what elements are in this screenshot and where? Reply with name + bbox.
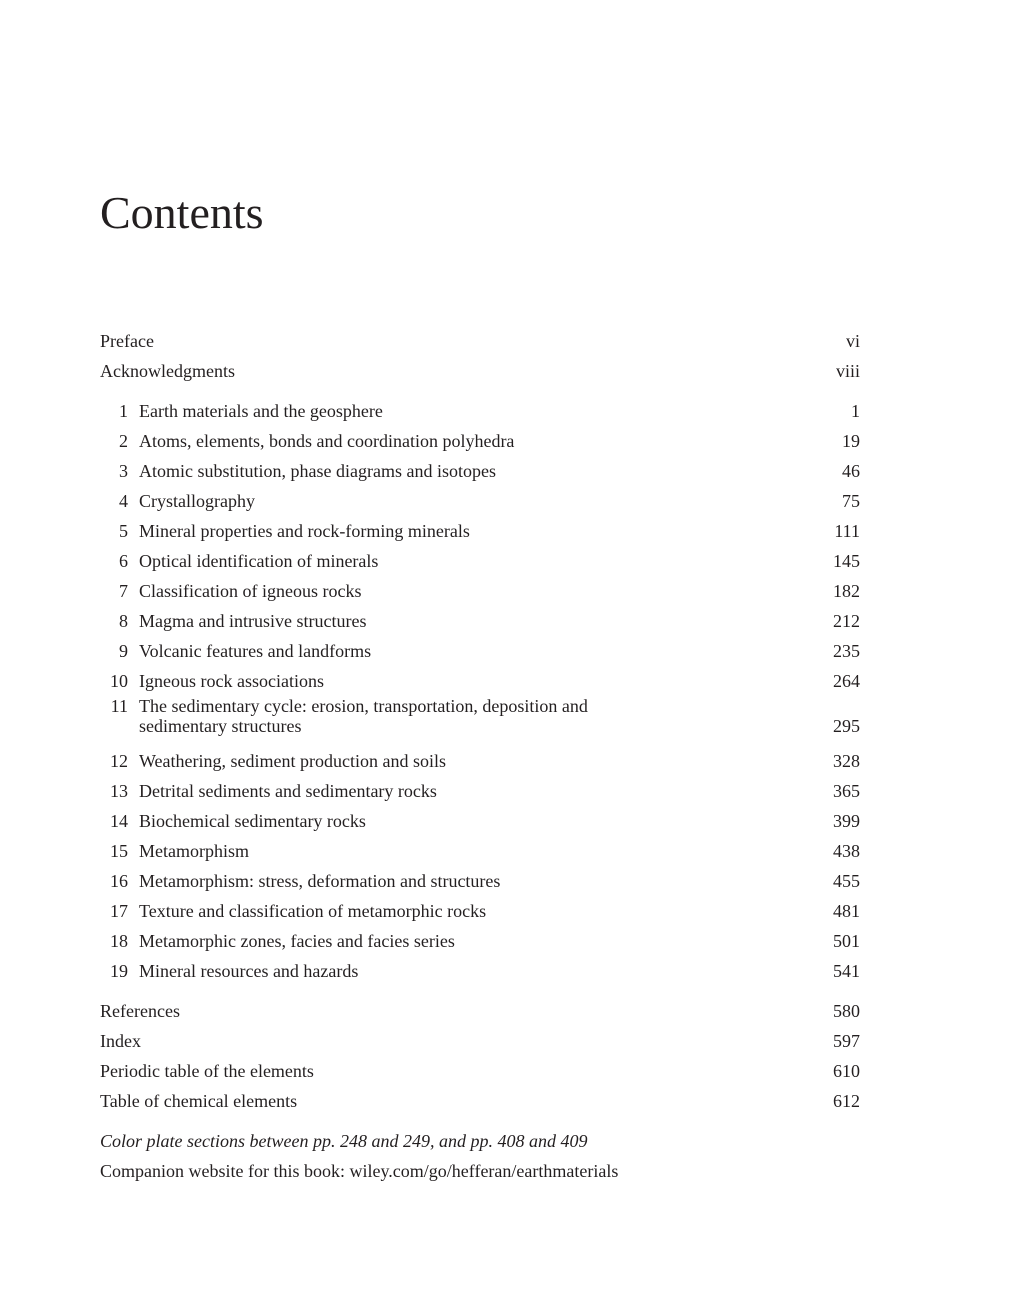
- chapter-number: 2: [119, 431, 128, 451]
- toc-entry-preface[interactable]: [100, 326, 860, 356]
- chapter-number: 1: [119, 401, 128, 421]
- contents-notes: [100, 1126, 618, 1186]
- chapter-title: Metamorphic zones, facies and facies series: [139, 931, 455, 951]
- entry-page: 612: [833, 1091, 860, 1111]
- toc-entry-chapter-10[interactable]: [100, 666, 860, 696]
- entry-title: Periodic table of the elements: [100, 1061, 314, 1081]
- toc-entry-periodic-table[interactable]: [100, 1056, 860, 1086]
- section-gap: [100, 986, 860, 996]
- toc-entry-chapter-17[interactable]: [100, 896, 860, 926]
- chapter-title: Mineral resources and hazards: [139, 961, 359, 981]
- chapter-title: Earth materials and the geosphere: [139, 401, 383, 421]
- entry-title: References: [100, 1001, 180, 1021]
- toc-entry-chapter-1[interactable]: [100, 396, 860, 426]
- chapter-title: Atomic substitution, phase diagrams and isotopes: [139, 461, 496, 481]
- toc-entry-chemical-elements[interactable]: [100, 1086, 860, 1116]
- companion-website-note: Companion website for this book: wiley.com/go/hefferan/earthmaterials: [100, 1161, 619, 1181]
- chapter-page: 75: [842, 491, 860, 511]
- chapter-number: 5: [119, 521, 128, 541]
- chapter-title: The sedimentary cycle: erosion, transportation, deposition and: [139, 696, 588, 716]
- chapter-number: 14: [110, 811, 128, 831]
- chapter-number: 10: [110, 671, 128, 691]
- chapter-number: 12: [110, 751, 128, 771]
- entry-page: viii: [835, 361, 860, 381]
- chapter-title: Weathering, sediment production and soils: [139, 751, 446, 771]
- chapter-page: 46: [842, 461, 860, 481]
- chapter-title: Metamorphism: [139, 841, 249, 861]
- entry-page: 580: [833, 1001, 860, 1021]
- toc-entry-index[interactable]: [100, 1026, 860, 1056]
- chapter-number: 7: [119, 581, 128, 601]
- chapter-page: 1: [851, 401, 860, 421]
- chapter-number: 8: [119, 611, 128, 631]
- chapter-page: 264: [833, 671, 860, 691]
- chapter-number: 16: [110, 871, 128, 891]
- chapter-page: 365: [833, 781, 860, 801]
- chapter-page: 145: [833, 551, 860, 571]
- chapter-page: 212: [833, 611, 860, 631]
- chapter-title-continued: sedimentary structures: [139, 716, 302, 736]
- toc-entry-chapter-6[interactable]: [100, 546, 860, 576]
- chapter-page: 19: [842, 431, 860, 451]
- chapter-title: Detrital sediments and sedimentary rocks: [139, 781, 437, 801]
- chapter-page: 399: [833, 811, 860, 831]
- table-of-contents: [100, 326, 860, 1116]
- chapter-title: Texture and classification of metamorphic rocks: [139, 901, 487, 921]
- toc-entry-acknowledgments[interactable]: [100, 356, 860, 386]
- chapter-title: Mineral properties and rock-forming minerals: [139, 521, 470, 541]
- toc-entry-chapter-15[interactable]: [100, 836, 860, 866]
- chapter-number: 17: [110, 901, 128, 921]
- chapter-page: 328: [833, 751, 860, 771]
- chapter-page: 438: [833, 841, 860, 861]
- entry-title: Preface: [100, 331, 154, 351]
- chapter-number: 13: [110, 781, 128, 801]
- chapter-page: 541: [833, 961, 860, 981]
- color-plates-note: Color plate sections between pp. 248 and 249, and pp. 408 and 409: [100, 1131, 588, 1151]
- chapter-page: 235: [833, 641, 860, 661]
- entry-title: Acknowledgments: [100, 361, 235, 381]
- chapter-title: Igneous rock associations: [139, 671, 324, 691]
- entry-page: 610: [833, 1061, 860, 1081]
- page-title: Contents: [100, 187, 264, 238]
- toc-entry-chapter-5[interactable]: [100, 516, 860, 546]
- toc-entry-chapter-19[interactable]: [100, 956, 860, 986]
- chapter-title-wrapper: [139, 696, 780, 736]
- chapter-number: 19: [110, 961, 128, 981]
- entry-page: vi: [845, 331, 860, 351]
- chapter-title: Magma and intrusive structures: [139, 611, 367, 631]
- toc-entry-chapter-12[interactable]: [100, 746, 860, 776]
- toc-entry-chapter-18[interactable]: [100, 926, 860, 956]
- toc-entry-chapter-7[interactable]: [100, 576, 860, 606]
- toc-entry-chapter-14[interactable]: [100, 806, 860, 836]
- chapter-title: Volcanic features and landforms: [139, 641, 372, 661]
- chapter-page: 295: [833, 716, 860, 736]
- chapter-number: 9: [119, 641, 128, 661]
- toc-entry-chapter-16[interactable]: [100, 866, 860, 896]
- chapter-page: 455: [833, 871, 860, 891]
- chapter-number: 6: [119, 551, 128, 571]
- chapter-title: Biochemical sedimentary rocks: [139, 811, 366, 831]
- toc-entry-references[interactable]: [100, 996, 860, 1026]
- entry-title: Index: [100, 1031, 141, 1051]
- chapter-page: 481: [833, 901, 860, 921]
- chapter-number: 4: [119, 491, 128, 511]
- toc-entry-chapter-9[interactable]: [100, 636, 860, 666]
- chapter-title: Classification of igneous rocks: [139, 581, 362, 601]
- toc-entry-chapter-3[interactable]: [100, 456, 860, 486]
- toc-entry-chapter-4[interactable]: [100, 486, 860, 516]
- chapter-title: Metamorphism: stress, deformation and structures: [139, 871, 501, 891]
- chapter-title: Atoms, elements, bonds and coordination polyhedra: [139, 431, 515, 451]
- chapter-number: 18: [110, 931, 128, 951]
- chapter-page: 111: [834, 521, 860, 541]
- toc-entry-chapter-11[interactable]: [100, 696, 860, 746]
- section-gap: [100, 386, 860, 396]
- toc-entry-chapter-13[interactable]: [100, 776, 860, 806]
- chapter-title: Optical identification of minerals: [139, 551, 379, 571]
- entry-title: Table of chemical elements: [100, 1091, 298, 1111]
- chapter-number: 11: [110, 696, 128, 716]
- chapter-title: Crystallography: [139, 491, 255, 511]
- chapter-number: 3: [119, 461, 128, 481]
- toc-entry-chapter-2[interactable]: [100, 426, 860, 456]
- chapter-number: 15: [110, 841, 128, 861]
- toc-entry-chapter-8[interactable]: [100, 606, 860, 636]
- chapter-page: 501: [833, 931, 860, 951]
- chapter-page: 182: [833, 581, 860, 601]
- entry-page: 597: [833, 1031, 860, 1051]
